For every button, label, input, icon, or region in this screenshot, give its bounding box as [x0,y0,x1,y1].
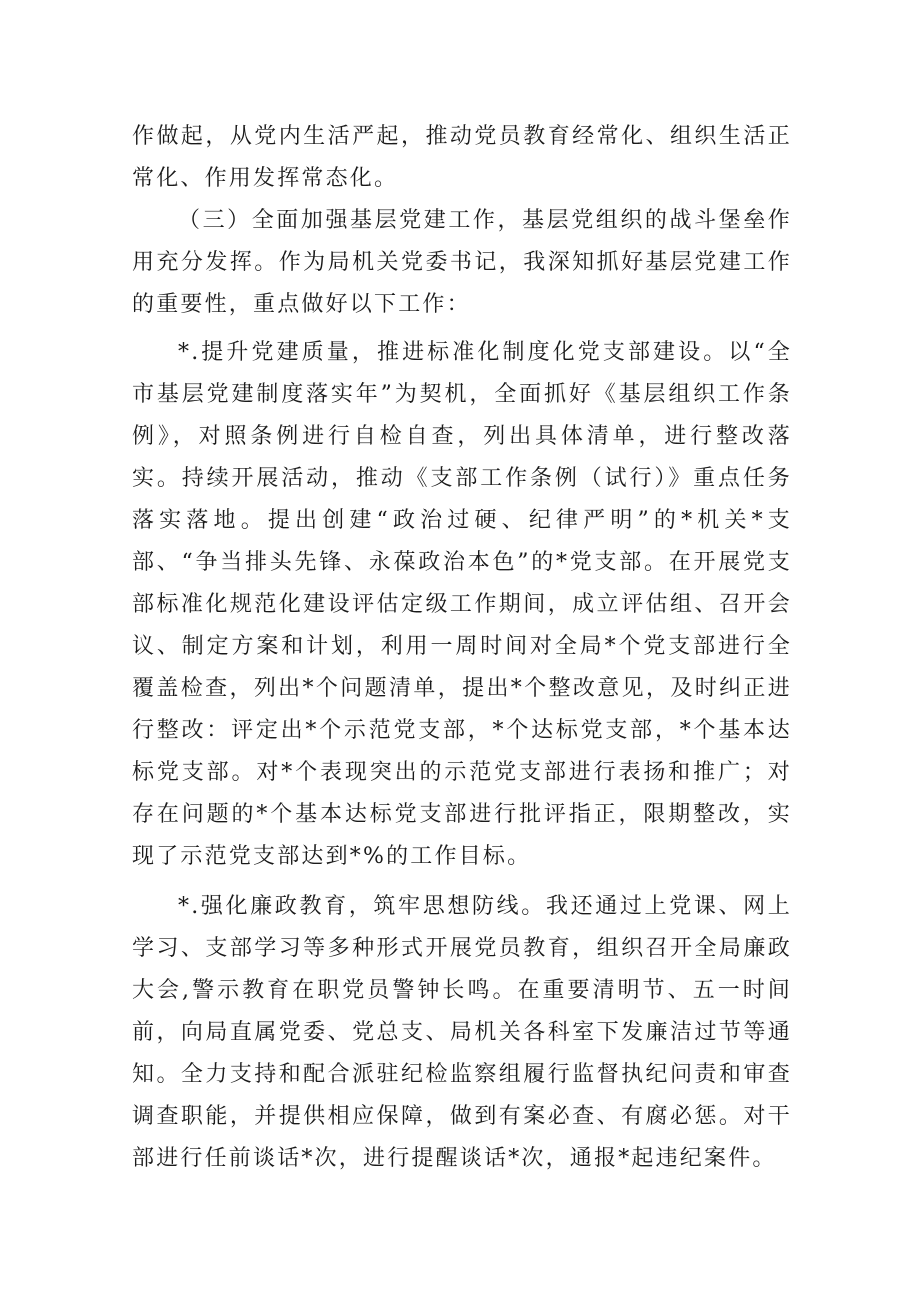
paragraph-integrity-education: *.强化廉政教育，筑牢思想防线。我还通过上党课、网上学习、支部学习等多种形式开展党员教育，组织召开全局廉政大会,警示教育在职党员警钟长鸣。在重要清明节、五一时间前，向局直属党委、党总支、局机关各科室下发廉洁过节等通知。全力支持和配合派驻纪检监察组履行监督执纪问责和审查调查职能，并提供相应保障，做到有案必查、有腐必惩。对干部进行任前谈话*次，进行提醒谈话*次，通报*起违纪案件。 [132,894,792,1171]
paragraph-section-three: （三）全面加强基层党建工作，基层党组织的战斗堡垒作用充分发挥。作为局机关党委书记，我深知抓好基层党建工作的重要性，重点做好以下工作： [132,208,792,317]
paragraph-continuation: 作做起，从党内生活严起，推动党员教育经常化、组织生活正常化、作用发挥常态化。 [132,124,792,191]
paragraph-party-building-quality: *.提升党建质量，推进标准化制度化党支部建设。以“全市基层党建制度落实年”为契机，全面抓好《基层组织工作条例》，对照条例进行自检自查，列出具体清单，进行整改落实。持续开展活动，推动《支部工作条例（试行）》重点任务落实落地。提出创建“政治过硬、纪律严明”的*机关*支部、“争当排头先锋、永葆政治本色”的*党支部。在开展党支部标准化规范化建设评估定级工作期间，成立评估组、召开会议、制定方案和计划，利用一周时间对全局*个党支部进行全覆盖检查，列出*个问题清单，提出*个整改意见，及时纠正进行整改：评定出*个示范党支部，*个达标党支部，*个基本达标党支部。对*个表现突出的示范党支部进行表扬和推广；对存在问题的*个基本达标党支部进行批评指正，限期整改，实现了示范党支部达到*%的工作目标。 [132,340,792,869]
